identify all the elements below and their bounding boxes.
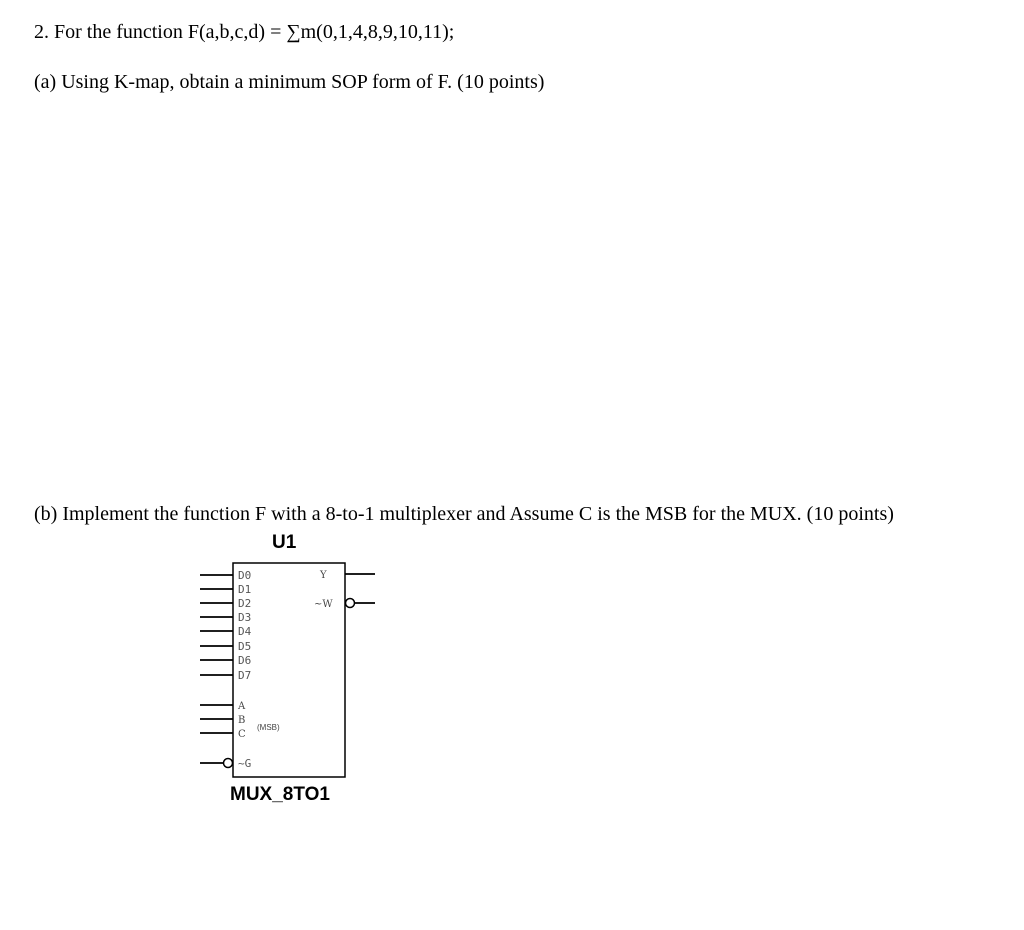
pin-label-y: Y	[320, 570, 327, 581]
mux-part-label: MUX_8TO1	[230, 784, 330, 805]
w-output-inversion-bubble	[346, 599, 355, 608]
mux-reference-label: U1	[272, 532, 297, 553]
pin-label-d1: D1	[238, 583, 252, 596]
pin-label-b: B	[238, 715, 246, 726]
pin-label-d2: D2	[238, 597, 252, 610]
data-input-wires	[200, 575, 233, 675]
part-a-prompt: (a) Using K-map, obtain a minimum SOP form of F. (10 points)	[34, 71, 545, 93]
pin-label-c: C	[238, 729, 246, 740]
enable-inversion-bubble	[224, 759, 233, 768]
pin-label-d4: D4	[238, 625, 252, 638]
pin-label-a: A	[238, 701, 246, 712]
pin-label-d6: D6	[238, 654, 252, 667]
pin-label-w: ~W	[314, 599, 333, 610]
pin-label-d5: D5	[238, 640, 252, 653]
question-header: 2. For the function F(a,b,c,d) = ∑m(0,1,4,8,9,10,11);	[34, 21, 455, 43]
part-b-prompt: (b) Implement the function F with a 8-to-1 multiplexer and Assume C is the MSB for the MUX. (10 points)	[34, 503, 894, 525]
pin-label-d7: D7	[238, 669, 252, 682]
select-input-wires	[200, 705, 233, 733]
pin-label-d3: D3	[238, 611, 252, 624]
pin-label-d0: D0	[238, 569, 252, 582]
pin-label-enable: ~G	[238, 757, 252, 770]
msb-note: (MSB)	[257, 723, 280, 732]
